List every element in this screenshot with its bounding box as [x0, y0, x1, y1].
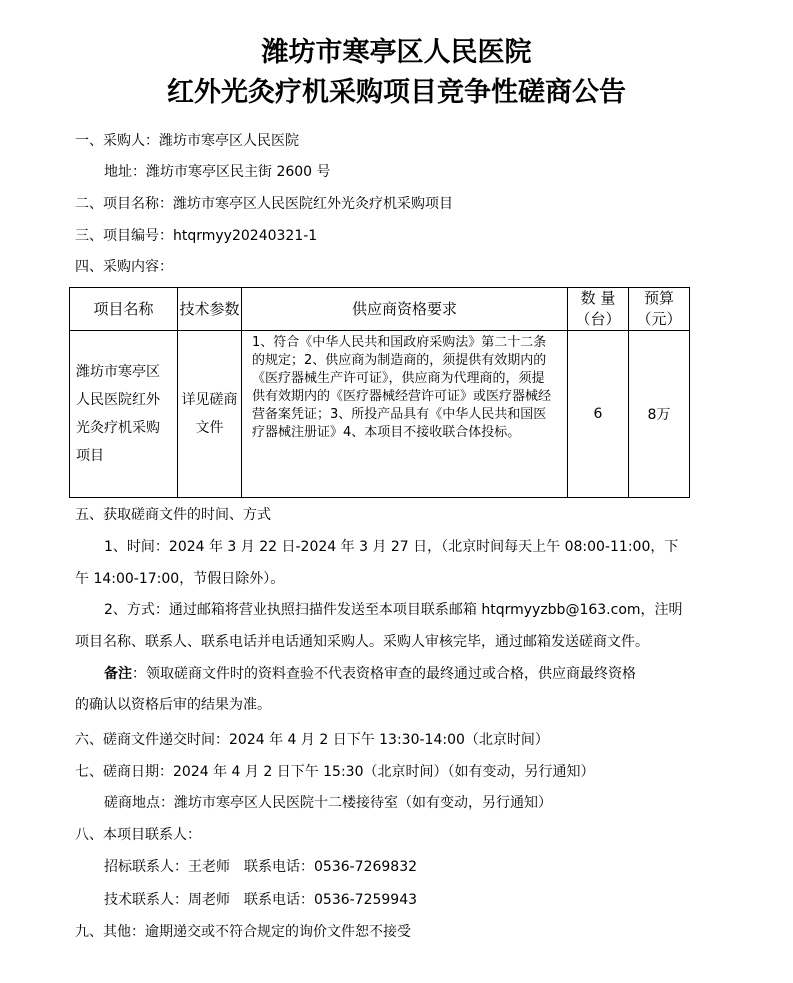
section7-consultation-location: 磋商地点：潍坊市寒亭区人民医院十二楼接待室（如有变动，另行通知）	[104, 795, 552, 811]
section9-other: 九、其他：逾期递交或不符合规定的询价文件恕不接受	[75, 924, 411, 940]
header-quantity: 数 量（台）	[568, 288, 629, 331]
note-text: ：领取磋商文件时的资料查验不代表资格审查的最终通过或合格，供应商最终资格	[132, 666, 636, 682]
cell-project-name: 潍坊市寒亭区人民医院红外光灸疗机采购项目	[70, 331, 178, 498]
section5-note-line2: 的确认以资格后审的结果为准。	[75, 697, 271, 713]
table-header-row	[70, 288, 690, 331]
procurement-content-heading: 四、采购内容：	[75, 259, 173, 275]
section5-method-line1: 2、方式：通过邮箱将营业执照扫描件发送至本项目联系邮箱 htqrmyyzbb@163.com，注明	[104, 602, 683, 618]
header-tech-params: 技术参数	[178, 288, 242, 331]
project-name-line: 二、项目名称：潍坊市寒亭区人民医院红外光灸疗机采购项目	[75, 196, 453, 212]
purchaser-line: 一、采购人：潍坊市寒亭区人民医院	[75, 133, 299, 149]
cell-tech-params: 详见磋商文件	[178, 331, 242, 498]
header-project-name: 项目名称	[70, 288, 178, 331]
section5-heading: 五、获取磋商文件的时间、方式	[75, 507, 271, 523]
header-supplier-requirements: 供应商资格要求	[242, 288, 568, 331]
section6-submission-time: 六、磋商文件递交时间：2024 年 4 月 2 日下午 13:30-14:00（北京时间）	[75, 732, 549, 748]
procurement-table	[69, 287, 690, 498]
notice-title-line1: 潍坊市寒亭区人民医院	[261, 37, 532, 68]
section7-consultation-date: 七、磋商日期：2024 年 4 月 2 日下午 15:30（北京时间）（如有变动，另行通知）	[75, 764, 595, 780]
header-budget: 预算（元）	[629, 288, 690, 331]
tender-contact-line: 招标联系人：王老师 联系电话：0536-7269832	[104, 859, 418, 875]
cell-budget: 8万	[629, 331, 690, 498]
section5-time-line1: 1、时间：2024 年 3 月 22 日-2024 年 3 月 27 日，（北京时间每天上午 08:00-11:00，下	[104, 539, 679, 555]
cell-supplier-requirements: 1、符合《中华人民共和国政府采购法》第二十二条的规定；2、供应商为制造商的，须提供有效期内的《医疗器械生产许可证》，供应商为代理商的，须提供有效期内的《医疗器械经营许可证》或医疗器械经营备案凭证；3、所投产品具有《中华人民共和国医疗器械注册证》4、本项目不接收联合体投标。	[242, 331, 568, 498]
section5-method-line2: 项目名称、联系人、联系电话并电话通知采购人。采购人审核完毕，通过邮箱发送磋商文件。	[75, 634, 649, 650]
project-number-line: 三、项目编号：htqrmyy20240321-1	[75, 228, 318, 244]
table-row	[70, 331, 690, 498]
section5-time-line2: 午 14:00-17:00，节假日除外）。	[75, 571, 285, 587]
section5-note-line1	[104, 664, 636, 684]
tech-contact-line: 技术联系人：周老师 联系电话：0536-7259943	[104, 892, 418, 908]
notice-title-line2: 红外光灸疗机采购项目竞争性磋商公告	[167, 77, 626, 108]
note-label: 备注	[104, 666, 132, 682]
section8-heading: 八、本项目联系人：	[75, 827, 201, 843]
purchaser-address: 地址：潍坊市寒亭区民主街 2600 号	[104, 164, 331, 180]
cell-quantity: 6	[568, 331, 629, 498]
